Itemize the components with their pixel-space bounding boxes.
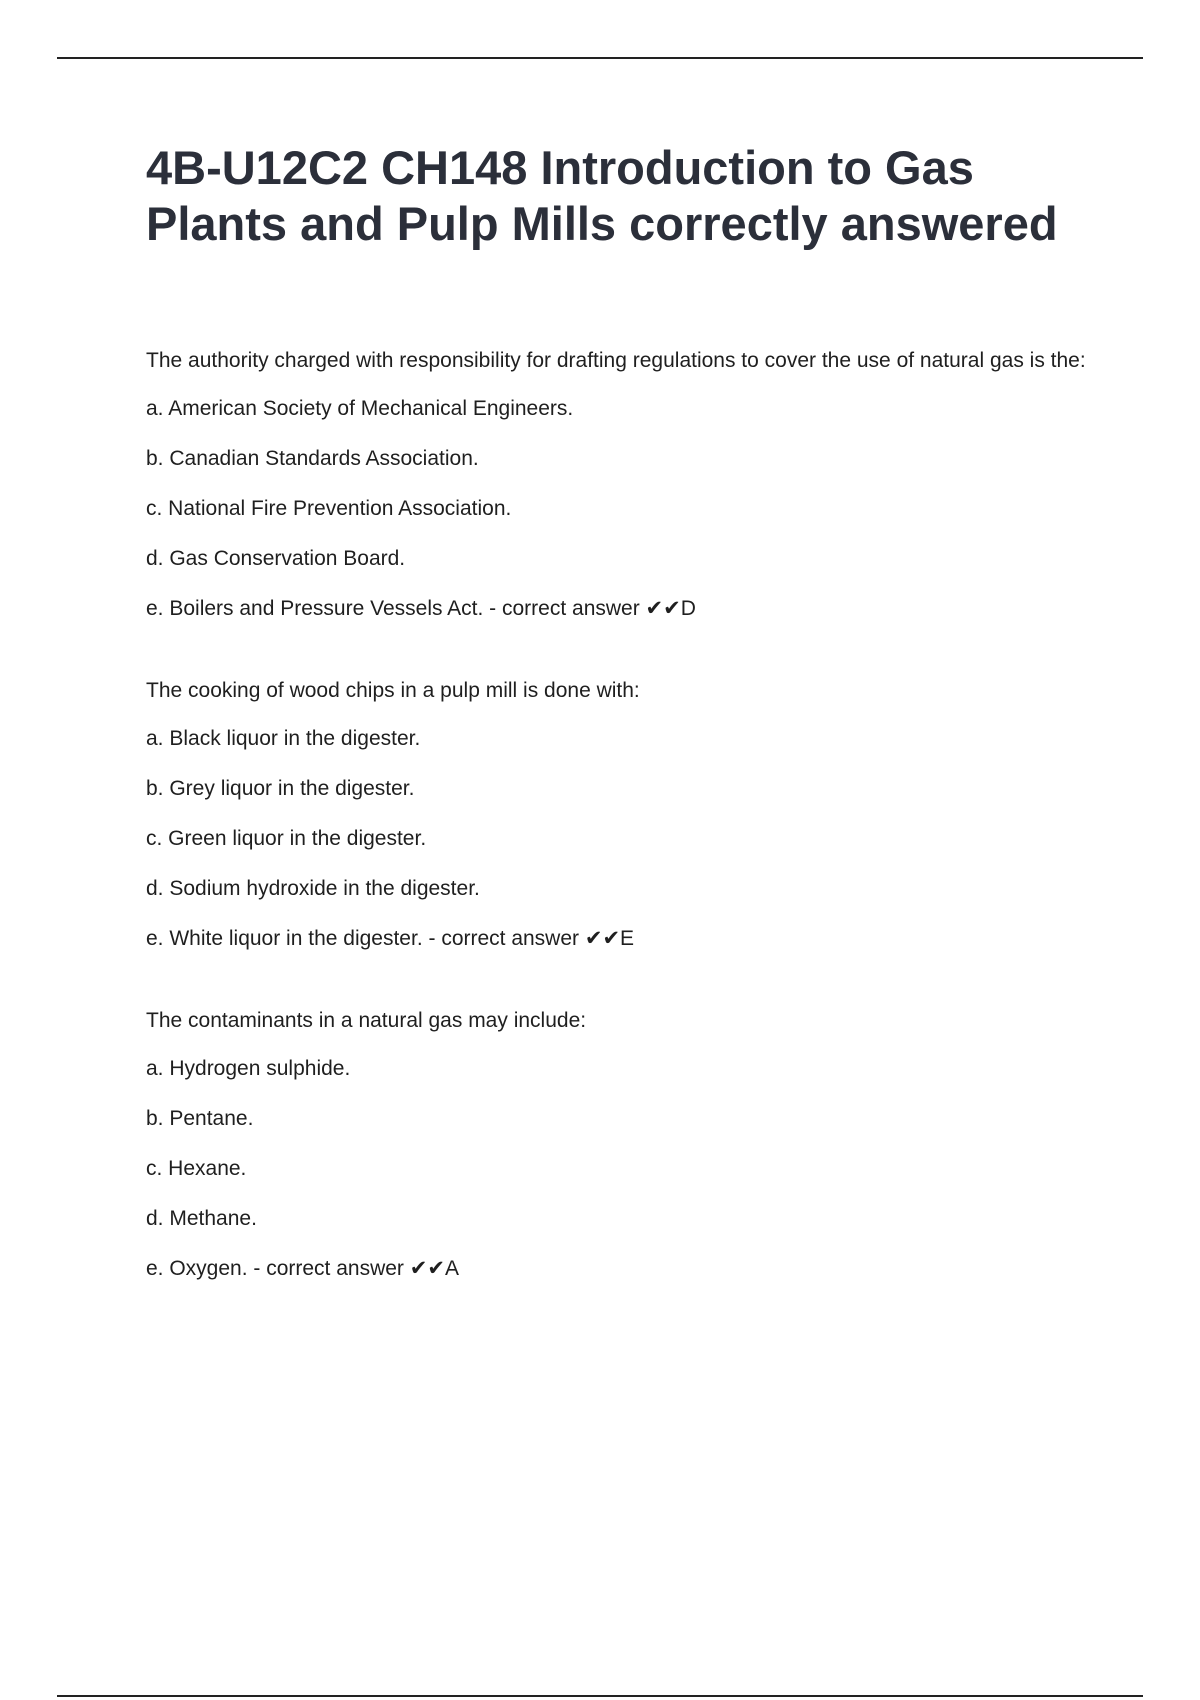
option-e-with-answer: e. White liquor in the digester. - correct answer ✔✔E — [146, 927, 635, 950]
bottom-divider — [57, 1695, 1143, 1697]
option-e-with-answer: e. Boilers and Pressure Vessels Act. - correct answer ✔✔D — [146, 597, 696, 620]
option-a: a. Hydrogen sulphide. — [146, 1057, 351, 1080]
question-text: The authority charged with responsibility for drafting regulations to cover the use of natural gas is the: — [146, 349, 1086, 372]
top-divider — [57, 57, 1143, 59]
option-d: d. Gas Conservation Board. — [146, 547, 406, 570]
option-c: c. Hexane. — [146, 1157, 247, 1180]
option-a: a. American Society of Mechanical Engineers. — [146, 397, 574, 420]
option-c: c. Green liquor in the digester. — [146, 827, 427, 850]
document-title: 4B-U12C2 CH148 Introduction to Gas Plants and Pulp Mills correctly answered — [146, 141, 1058, 250]
option-d: d. Sodium hydroxide in the digester. — [146, 877, 480, 900]
option-b: b. Canadian Standards Association. — [146, 447, 479, 470]
question-list — [146, 344, 1096, 1284]
question-3 — [146, 1004, 1096, 1284]
option-e-with-answer: e. Oxygen. - correct answer ✔✔A — [146, 1257, 459, 1280]
option-c: c. National Fire Prevention Association. — [146, 497, 512, 520]
question-2 — [146, 674, 1096, 954]
question-text: The contaminants in a natural gas may include: — [146, 1009, 587, 1032]
option-b: b. Pentane. — [146, 1107, 254, 1130]
question-text: The cooking of wood chips in a pulp mill is done with: — [146, 679, 640, 702]
option-b: b. Grey liquor in the digester. — [146, 777, 415, 800]
question-1 — [146, 344, 1096, 624]
document-body — [146, 140, 1096, 1334]
option-d: d. Methane. — [146, 1207, 257, 1230]
option-a: a. Black liquor in the digester. — [146, 727, 421, 750]
